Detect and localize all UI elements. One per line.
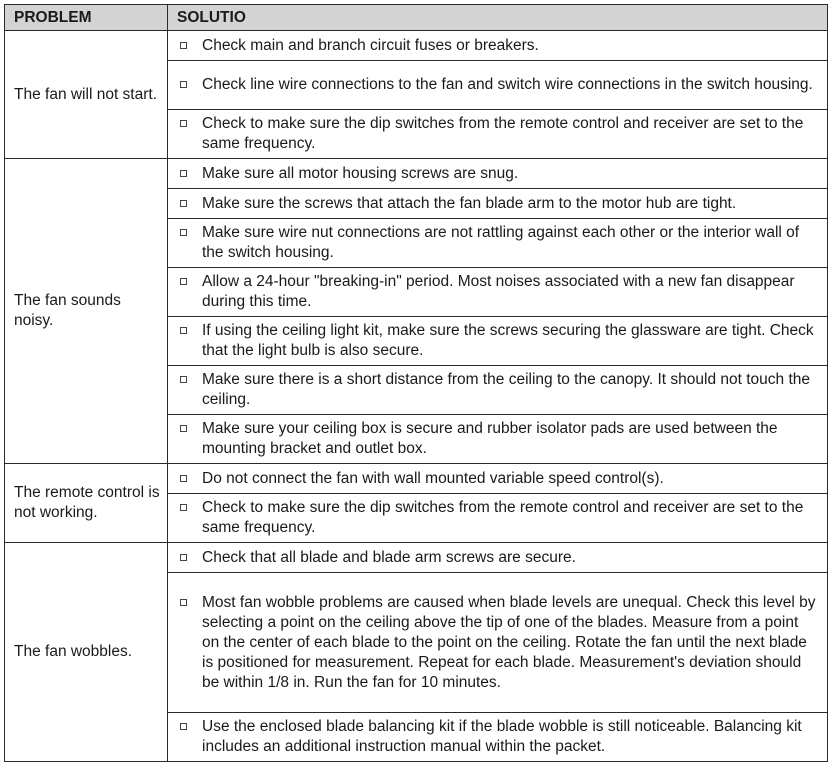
problem-cell: The fan will not start.	[5, 31, 168, 159]
checkbox-bullet-icon	[180, 425, 187, 432]
solution-text: Make sure your ceiling box is secure and rubber isolator pads are used between the mounting bracket and outlet box.	[202, 420, 778, 457]
checkbox-bullet-icon	[180, 200, 187, 207]
solution-text: Check line wire connections to the fan and switch wire connections in the switch housing.	[202, 76, 813, 93]
solution-cell	[168, 415, 828, 464]
problem-cell: The remote control is not working.	[5, 464, 168, 543]
checkbox-bullet-icon	[180, 278, 187, 285]
checkbox-bullet-icon	[180, 554, 187, 561]
solution-cell	[168, 543, 828, 573]
problem-cell: The fan wobbles.	[5, 543, 168, 762]
checkbox-bullet-icon	[180, 170, 187, 177]
solution-text: Make sure wire nut connections are not rattling against each other or the interior wall of the switch housing.	[202, 224, 800, 261]
table-row	[5, 543, 828, 573]
problem-cell: The fan sounds noisy.	[5, 159, 168, 464]
solution-cell	[168, 713, 828, 762]
checkbox-bullet-icon	[180, 504, 187, 511]
solution-text: Make sure all motor housing screws are snug.	[202, 164, 519, 182]
checkbox-bullet-icon	[180, 81, 187, 88]
table-row	[5, 159, 828, 189]
solution-text: Use the enclosed blade balancing kit if the blade wobble is still noticeable. Balancing kit includes an additional instruction manual within the packet.	[202, 718, 802, 755]
solution-cell	[168, 61, 828, 110]
solution-cell	[168, 494, 828, 543]
troubleshooting-table	[4, 4, 828, 762]
solution-text: Make sure there is a short distance from the ceiling to the canopy. It should not touch the ceiling.	[202, 371, 810, 408]
solution-text: Allow a 24-hour "breaking-in" period. Most noises associated with a new fan disappear during this time.	[202, 273, 795, 310]
solution-cell	[168, 317, 828, 366]
checkbox-bullet-icon	[180, 376, 187, 383]
checkbox-bullet-icon	[180, 42, 187, 49]
checkbox-bullet-icon	[180, 475, 187, 482]
problem-column-header: PROBLEM	[5, 5, 168, 31]
solution-cell	[168, 31, 828, 61]
solution-cell	[168, 573, 828, 713]
solution-text: Do not connect the fan with wall mounted variable speed control(s).	[202, 469, 664, 487]
checkbox-bullet-icon	[180, 120, 187, 127]
solution-text: Check that all blade and blade arm screws are secure.	[202, 548, 576, 566]
solution-cell	[168, 189, 828, 219]
solution-cell	[168, 366, 828, 415]
solution-cell	[168, 268, 828, 317]
solution-cell	[168, 464, 828, 494]
checkbox-bullet-icon	[180, 599, 187, 606]
checkbox-bullet-icon	[180, 229, 187, 236]
solution-text: If using the ceiling light kit, make sure the screws securing the glassware are tight. Check that the light bulb is also secure.	[202, 322, 814, 359]
table-header-row	[5, 5, 828, 31]
solution-text: Check to make sure the dip switches from the remote control and receiver are set to the same frequency.	[202, 115, 804, 152]
solution-text: Most fan wobble problems are caused when blade levels are unequal. Check this level by selecting a point on the ceiling above the tip of one of the blades. Measure from a point on the center of each blade to the point on the ceiling. Rotate the fan until the next blade is positioned for measurement. Repeat for each blade. Measurement's deviation should be within 1/8 in. Run the fan for 10 minutes.	[202, 593, 816, 691]
checkbox-bullet-icon	[180, 327, 187, 334]
table-row	[5, 31, 828, 61]
solution-column-header: SOLUTIO	[168, 5, 828, 31]
solution-text: Make sure the screws that attach the fan blade arm to the motor hub are tight.	[202, 194, 737, 212]
solution-text: Check main and branch circuit fuses or breakers.	[202, 36, 539, 54]
table-row	[5, 464, 828, 494]
solution-cell	[168, 219, 828, 268]
solution-cell	[168, 110, 828, 159]
checkbox-bullet-icon	[180, 723, 187, 730]
solution-cell	[168, 159, 828, 189]
solution-text: Check to make sure the dip switches from the remote control and receiver are set to the same frequency.	[202, 499, 804, 536]
